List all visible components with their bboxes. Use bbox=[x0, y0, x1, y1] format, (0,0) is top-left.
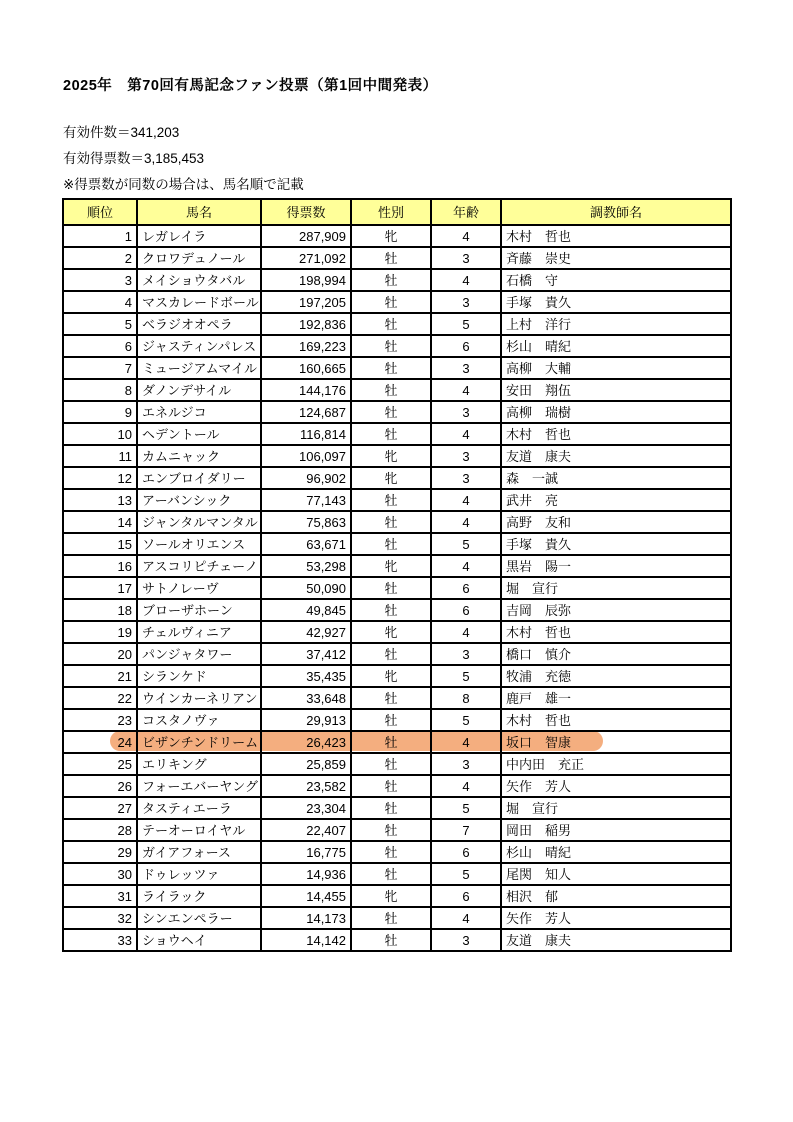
table-row bbox=[63, 445, 731, 467]
age-cell: 5 bbox=[431, 863, 501, 885]
age-cell: 4 bbox=[431, 555, 501, 577]
horse-name-cell: ジャンタルマンタル bbox=[137, 511, 261, 533]
horse-name-cell: アーバンシック bbox=[137, 489, 261, 511]
horse-name-cell: ウインカーネリアン bbox=[137, 687, 261, 709]
horse-name-cell: テーオーロイヤル bbox=[137, 819, 261, 841]
table-row bbox=[63, 621, 731, 643]
table-row bbox=[63, 489, 731, 511]
age-cell: 4 bbox=[431, 269, 501, 291]
rank-cell: 14 bbox=[63, 511, 137, 533]
sex-cell: 牡 bbox=[351, 797, 431, 819]
table-row bbox=[63, 797, 731, 819]
votes-cell: 144,176 bbox=[261, 379, 351, 401]
sex-cell: 牡 bbox=[351, 731, 431, 753]
rank-cell: 6 bbox=[63, 335, 137, 357]
sex-cell: 牡 bbox=[351, 423, 431, 445]
horse-name-cell: コスタノヴァ bbox=[137, 709, 261, 731]
header-trainer: 調教師名 bbox=[501, 199, 731, 225]
trainer-cell: 武井 亮 bbox=[501, 489, 731, 511]
votes-cell: 26,423 bbox=[261, 731, 351, 753]
age-cell: 5 bbox=[431, 313, 501, 335]
sex-cell: 牡 bbox=[351, 819, 431, 841]
rank-cell: 18 bbox=[63, 599, 137, 621]
sex-cell: 牡 bbox=[351, 599, 431, 621]
votes-cell: 169,223 bbox=[261, 335, 351, 357]
table-row bbox=[63, 379, 731, 401]
votes-cell: 160,665 bbox=[261, 357, 351, 379]
table-row bbox=[63, 907, 731, 929]
trainer-cell: 相沢 郁 bbox=[501, 885, 731, 907]
age-cell: 3 bbox=[431, 401, 501, 423]
trainer-cell: 杉山 晴紀 bbox=[501, 335, 731, 357]
table-row bbox=[63, 731, 731, 753]
results-table-wrap bbox=[62, 198, 732, 952]
header-age: 年齢 bbox=[431, 199, 501, 225]
rank-cell: 15 bbox=[63, 533, 137, 555]
results-table bbox=[62, 198, 732, 952]
age-cell: 5 bbox=[431, 797, 501, 819]
age-cell: 5 bbox=[431, 709, 501, 731]
trainer-cell: 高野 友和 bbox=[501, 511, 731, 533]
sex-cell: 牡 bbox=[351, 753, 431, 775]
age-cell: 4 bbox=[431, 489, 501, 511]
table-row bbox=[63, 357, 731, 379]
trainer-cell: 斉藤 崇史 bbox=[501, 247, 731, 269]
horse-name-cell: ソールオリエンス bbox=[137, 533, 261, 555]
trainer-cell: 友道 康夫 bbox=[501, 929, 731, 951]
table-row bbox=[63, 929, 731, 951]
votes-cell: 50,090 bbox=[261, 577, 351, 599]
table-row bbox=[63, 533, 731, 555]
trainer-cell: 中内田 充正 bbox=[501, 753, 731, 775]
table-row bbox=[63, 885, 731, 907]
table-row bbox=[63, 687, 731, 709]
rank-cell: 29 bbox=[63, 841, 137, 863]
rank-cell: 2 bbox=[63, 247, 137, 269]
trainer-cell: 黒岩 陽一 bbox=[501, 555, 731, 577]
sex-cell: 牝 bbox=[351, 467, 431, 489]
trainer-cell: 牧浦 充徳 bbox=[501, 665, 731, 687]
horse-name-cell: メイショウタバル bbox=[137, 269, 261, 291]
votes-cell: 287,909 bbox=[261, 225, 351, 247]
table-row bbox=[63, 643, 731, 665]
table-row bbox=[63, 291, 731, 313]
table-row bbox=[63, 423, 731, 445]
sex-cell: 牝 bbox=[351, 225, 431, 247]
rank-cell: 11 bbox=[63, 445, 137, 467]
votes-cell: 29,913 bbox=[261, 709, 351, 731]
trainer-cell: 手塚 貴久 bbox=[501, 533, 731, 555]
rank-cell: 13 bbox=[63, 489, 137, 511]
horse-name-cell: エネルジコ bbox=[137, 401, 261, 423]
horse-name-cell: エリキング bbox=[137, 753, 261, 775]
horse-name-cell: ビザンチンドリーム bbox=[137, 731, 261, 753]
trainer-cell: 手塚 貴久 bbox=[501, 291, 731, 313]
age-cell: 8 bbox=[431, 687, 501, 709]
trainer-cell: 坂口 智康 bbox=[501, 731, 731, 753]
age-cell: 5 bbox=[431, 665, 501, 687]
horse-name-cell: レガレイラ bbox=[137, 225, 261, 247]
trainer-cell: 森 一誠 bbox=[501, 467, 731, 489]
rank-cell: 25 bbox=[63, 753, 137, 775]
votes-cell: 53,298 bbox=[261, 555, 351, 577]
table-row bbox=[63, 247, 731, 269]
header-sex: 性別 bbox=[351, 199, 431, 225]
trainer-cell: 岡田 稲男 bbox=[501, 819, 731, 841]
table-header-row bbox=[63, 199, 731, 225]
trainer-cell: 高柳 瑞樹 bbox=[501, 401, 731, 423]
horse-name-cell: フォーエバーヤング bbox=[137, 775, 261, 797]
table-row bbox=[63, 225, 731, 247]
trainer-cell: 橋口 慎介 bbox=[501, 643, 731, 665]
rank-cell: 22 bbox=[63, 687, 137, 709]
votes-cell: 271,092 bbox=[261, 247, 351, 269]
horse-name-cell: ショウヘイ bbox=[137, 929, 261, 951]
results-table-body bbox=[63, 225, 731, 951]
sex-cell: 牝 bbox=[351, 555, 431, 577]
rank-cell: 33 bbox=[63, 929, 137, 951]
sex-cell: 牡 bbox=[351, 291, 431, 313]
table-row bbox=[63, 335, 731, 357]
rank-cell: 10 bbox=[63, 423, 137, 445]
age-cell: 4 bbox=[431, 423, 501, 445]
rank-cell: 31 bbox=[63, 885, 137, 907]
table-row bbox=[63, 313, 731, 335]
age-cell: 6 bbox=[431, 335, 501, 357]
table-row bbox=[63, 775, 731, 797]
votes-cell: 23,582 bbox=[261, 775, 351, 797]
sex-cell: 牡 bbox=[351, 247, 431, 269]
sex-cell: 牡 bbox=[351, 775, 431, 797]
age-cell: 4 bbox=[431, 621, 501, 643]
rank-cell: 7 bbox=[63, 357, 137, 379]
trainer-cell: 木村 哲也 bbox=[501, 225, 731, 247]
age-cell: 3 bbox=[431, 929, 501, 951]
age-cell: 6 bbox=[431, 577, 501, 599]
header-votes: 得票数 bbox=[261, 199, 351, 225]
votes-cell: 124,687 bbox=[261, 401, 351, 423]
horse-name-cell: ジャスティンパレス bbox=[137, 335, 261, 357]
horse-name-cell: カムニャック bbox=[137, 445, 261, 467]
horse-name-cell: エンブロイダリー bbox=[137, 467, 261, 489]
age-cell: 3 bbox=[431, 357, 501, 379]
table-row bbox=[63, 665, 731, 687]
header-rank: 順位 bbox=[63, 199, 137, 225]
trainer-cell: 杉山 晴紀 bbox=[501, 841, 731, 863]
sex-cell: 牝 bbox=[351, 665, 431, 687]
rank-cell: 8 bbox=[63, 379, 137, 401]
trainer-cell: 木村 哲也 bbox=[501, 423, 731, 445]
rank-cell: 27 bbox=[63, 797, 137, 819]
votes-cell: 14,936 bbox=[261, 863, 351, 885]
votes-cell: 77,143 bbox=[261, 489, 351, 511]
table-row bbox=[63, 269, 731, 291]
votes-cell: 49,845 bbox=[261, 599, 351, 621]
age-cell: 6 bbox=[431, 885, 501, 907]
rank-cell: 19 bbox=[63, 621, 137, 643]
trainer-cell: 上村 洋行 bbox=[501, 313, 731, 335]
page-title: 2025年 第70回有馬記念ファン投票（第1回中間発表） bbox=[63, 78, 438, 94]
trainer-cell: 堀 宣行 bbox=[501, 797, 731, 819]
horse-name-cell: ダノンデサイル bbox=[137, 379, 261, 401]
table-row bbox=[63, 401, 731, 423]
age-cell: 5 bbox=[431, 533, 501, 555]
age-cell: 3 bbox=[431, 247, 501, 269]
tie-note-line: ※得票数が同数の場合は、馬名順で記載 bbox=[63, 177, 304, 192]
age-cell: 4 bbox=[431, 907, 501, 929]
trainer-cell: 吉岡 辰弥 bbox=[501, 599, 731, 621]
sex-cell: 牡 bbox=[351, 907, 431, 929]
rank-cell: 21 bbox=[63, 665, 137, 687]
age-cell: 4 bbox=[431, 775, 501, 797]
votes-cell: 14,173 bbox=[261, 907, 351, 929]
table-row bbox=[63, 599, 731, 621]
age-cell: 7 bbox=[431, 819, 501, 841]
trainer-cell: 鹿戸 雄一 bbox=[501, 687, 731, 709]
votes-cell: 35,435 bbox=[261, 665, 351, 687]
rank-cell: 5 bbox=[63, 313, 137, 335]
horse-name-cell: パンジャタワー bbox=[137, 643, 261, 665]
trainer-cell: 矢作 芳人 bbox=[501, 907, 731, 929]
age-cell: 6 bbox=[431, 599, 501, 621]
rank-cell: 4 bbox=[63, 291, 137, 313]
trainer-cell: 高柳 大輔 bbox=[501, 357, 731, 379]
votes-cell: 63,671 bbox=[261, 533, 351, 555]
votes-cell: 37,412 bbox=[261, 643, 351, 665]
votes-cell: 75,863 bbox=[261, 511, 351, 533]
valid-votes-line: 有効得票数＝3,185,453 bbox=[63, 151, 205, 166]
sex-cell: 牡 bbox=[351, 863, 431, 885]
table-row bbox=[63, 863, 731, 885]
trainer-cell: 矢作 芳人 bbox=[501, 775, 731, 797]
votes-cell: 14,142 bbox=[261, 929, 351, 951]
sex-cell: 牝 bbox=[351, 445, 431, 467]
sex-cell: 牝 bbox=[351, 885, 431, 907]
age-cell: 3 bbox=[431, 291, 501, 313]
horse-name-cell: チェルヴィニア bbox=[137, 621, 261, 643]
rank-cell: 23 bbox=[63, 709, 137, 731]
age-cell: 4 bbox=[431, 511, 501, 533]
votes-cell: 96,902 bbox=[261, 467, 351, 489]
votes-cell: 42,927 bbox=[261, 621, 351, 643]
rank-cell: 24 bbox=[63, 731, 137, 753]
table-row bbox=[63, 511, 731, 533]
age-cell: 3 bbox=[431, 467, 501, 489]
age-cell: 4 bbox=[431, 731, 501, 753]
rank-cell: 16 bbox=[63, 555, 137, 577]
rank-cell: 17 bbox=[63, 577, 137, 599]
sex-cell: 牡 bbox=[351, 533, 431, 555]
votes-cell: 106,097 bbox=[261, 445, 351, 467]
horse-name-cell: ガイアフォース bbox=[137, 841, 261, 863]
trainer-cell: 木村 哲也 bbox=[501, 621, 731, 643]
votes-cell: 16,775 bbox=[261, 841, 351, 863]
horse-name-cell: タスティエーラ bbox=[137, 797, 261, 819]
horse-name-cell: ドゥレッツァ bbox=[137, 863, 261, 885]
sex-cell: 牡 bbox=[351, 401, 431, 423]
horse-name-cell: ブローザホーン bbox=[137, 599, 261, 621]
sex-cell: 牡 bbox=[351, 709, 431, 731]
votes-cell: 23,304 bbox=[261, 797, 351, 819]
votes-cell: 198,994 bbox=[261, 269, 351, 291]
sex-cell: 牡 bbox=[351, 929, 431, 951]
table-row bbox=[63, 577, 731, 599]
horse-name-cell: シランケド bbox=[137, 665, 261, 687]
trainer-cell: 木村 哲也 bbox=[501, 709, 731, 731]
votes-cell: 192,836 bbox=[261, 313, 351, 335]
table-row bbox=[63, 841, 731, 863]
sex-cell: 牡 bbox=[351, 643, 431, 665]
rank-cell: 20 bbox=[63, 643, 137, 665]
sex-cell: 牡 bbox=[351, 511, 431, 533]
horse-name-cell: ミュージアムマイル bbox=[137, 357, 261, 379]
sex-cell: 牡 bbox=[351, 335, 431, 357]
rank-cell: 28 bbox=[63, 819, 137, 841]
table-row bbox=[63, 753, 731, 775]
table-row bbox=[63, 467, 731, 489]
votes-cell: 25,859 bbox=[261, 753, 351, 775]
table-row bbox=[63, 819, 731, 841]
age-cell: 6 bbox=[431, 841, 501, 863]
horse-name-cell: サトノレーヴ bbox=[137, 577, 261, 599]
table-row bbox=[63, 709, 731, 731]
rank-cell: 32 bbox=[63, 907, 137, 929]
horse-name-cell: ベラジオオペラ bbox=[137, 313, 261, 335]
votes-cell: 14,455 bbox=[261, 885, 351, 907]
age-cell: 3 bbox=[431, 643, 501, 665]
horse-name-cell: アスコリピチェーノ bbox=[137, 555, 261, 577]
rank-cell: 12 bbox=[63, 467, 137, 489]
age-cell: 4 bbox=[431, 379, 501, 401]
horse-name-cell: クロワデュノール bbox=[137, 247, 261, 269]
trainer-cell: 友道 康夫 bbox=[501, 445, 731, 467]
sex-cell: 牡 bbox=[351, 577, 431, 599]
valid-entries-line: 有効件数＝341,203 bbox=[63, 125, 180, 140]
sex-cell: 牡 bbox=[351, 269, 431, 291]
rank-cell: 26 bbox=[63, 775, 137, 797]
horse-name-cell: ライラック bbox=[137, 885, 261, 907]
sex-cell: 牡 bbox=[351, 841, 431, 863]
horse-name-cell: ヘデントール bbox=[137, 423, 261, 445]
table-row bbox=[63, 555, 731, 577]
sex-cell: 牡 bbox=[351, 687, 431, 709]
votes-cell: 116,814 bbox=[261, 423, 351, 445]
age-cell: 4 bbox=[431, 225, 501, 247]
rank-cell: 30 bbox=[63, 863, 137, 885]
trainer-cell: 尾関 知人 bbox=[501, 863, 731, 885]
trainer-cell: 石橋 守 bbox=[501, 269, 731, 291]
sex-cell: 牡 bbox=[351, 379, 431, 401]
header-horse-name: 馬名 bbox=[137, 199, 261, 225]
rank-cell: 9 bbox=[63, 401, 137, 423]
trainer-cell: 安田 翔伍 bbox=[501, 379, 731, 401]
rank-cell: 1 bbox=[63, 225, 137, 247]
votes-cell: 33,648 bbox=[261, 687, 351, 709]
trainer-cell: 堀 宣行 bbox=[501, 577, 731, 599]
sex-cell: 牡 bbox=[351, 313, 431, 335]
age-cell: 3 bbox=[431, 753, 501, 775]
sex-cell: 牝 bbox=[351, 621, 431, 643]
votes-cell: 197,205 bbox=[261, 291, 351, 313]
votes-cell: 22,407 bbox=[261, 819, 351, 841]
horse-name-cell: シンエンペラー bbox=[137, 907, 261, 929]
age-cell: 3 bbox=[431, 445, 501, 467]
rank-cell: 3 bbox=[63, 269, 137, 291]
horse-name-cell: マスカレードボール bbox=[137, 291, 261, 313]
sex-cell: 牡 bbox=[351, 489, 431, 511]
sex-cell: 牡 bbox=[351, 357, 431, 379]
